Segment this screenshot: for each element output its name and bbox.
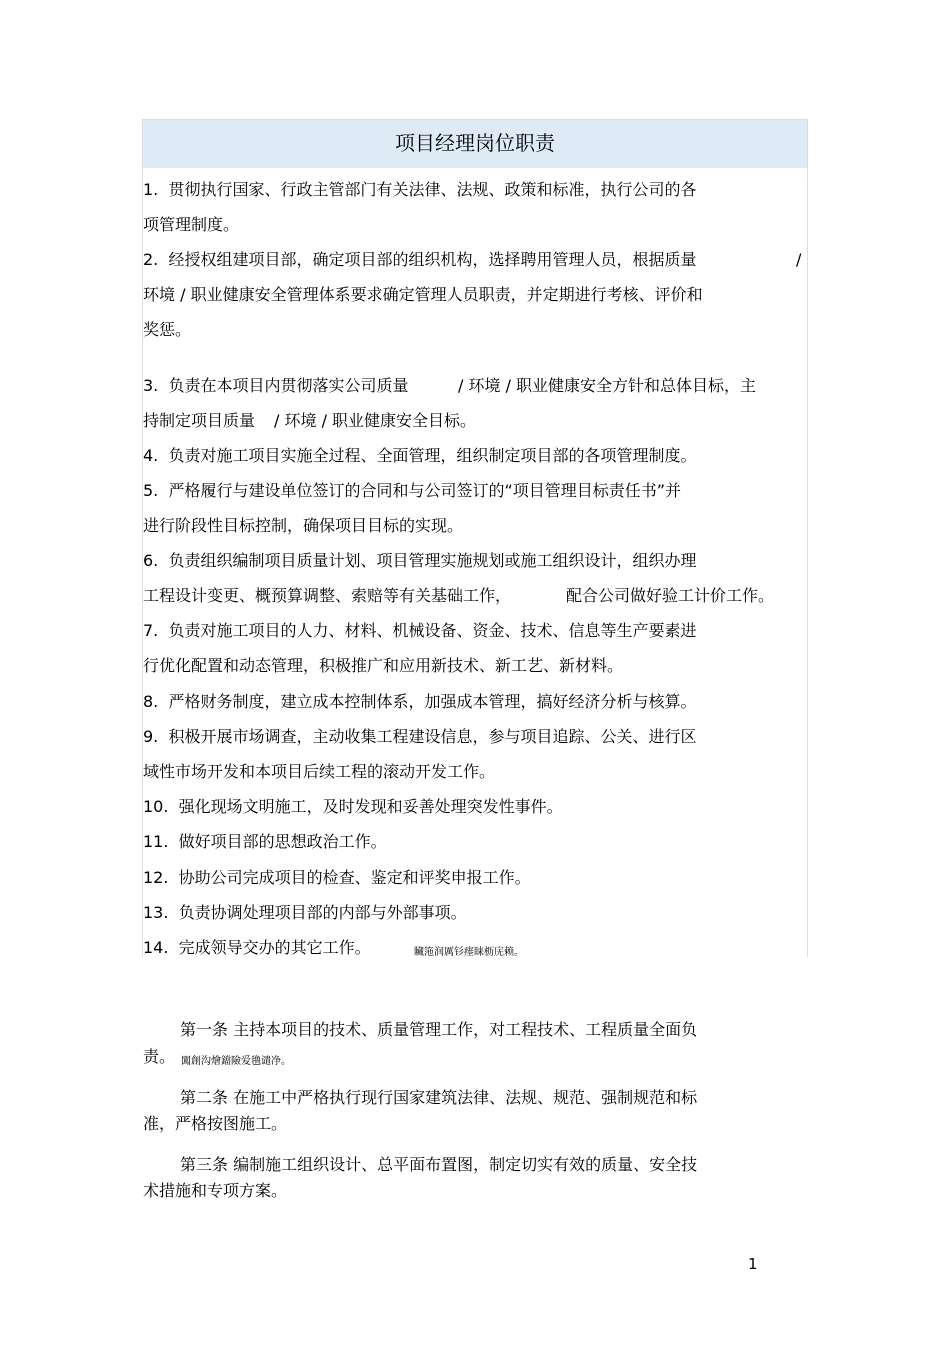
item-8-text: 严格财务制度，建立成本控制体系，加强成本管理，搞好经济分析与核算。 bbox=[168, 692, 697, 711]
article-1-garbled-note: 闖創沟燴鐺險爱氇谴净。 bbox=[181, 1056, 291, 1067]
item-6-number: 6. bbox=[143, 551, 159, 570]
article-1-line-1: 第一条 主持本项目的技术、质量管理工作，对工程技术、工程质量全面负 bbox=[180, 1020, 698, 1039]
item-1-text: 贯彻执行国家、行政主管部门有关法律、法规、政策和标准，执行公司的各 bbox=[168, 180, 697, 199]
item-5-line-2: 进行阶段性目标控制，确保项目目标的实现。 bbox=[143, 516, 464, 535]
item-11-text: 做好项目部的思想政治工作。 bbox=[178, 832, 387, 851]
item-2-slash: / bbox=[796, 250, 802, 269]
item-12-number: 12. bbox=[143, 868, 169, 887]
item-2-line-3: 奖惩。 bbox=[143, 320, 192, 339]
item-13-line-1 bbox=[143, 903, 467, 923]
item-5-line-1 bbox=[143, 481, 681, 501]
item-2-line-2: 环境 / 职业健康安全管理体系要求确定管理人员职责，并定期进行考核、评价和 bbox=[143, 285, 703, 304]
item-2-text: 经授权组建项目部，确定项目部的组织机构，选择聘用管理人员，根据质量 bbox=[168, 250, 697, 269]
article-3-line-2: 术措施和专项方案。 bbox=[143, 1181, 288, 1200]
item-2-line-1 bbox=[143, 250, 696, 270]
item-14-line-1 bbox=[143, 938, 371, 958]
item-7-text: 负责对施工项目的人力、材料、机械设备、资金、技术、信息等生产要素进 bbox=[168, 621, 697, 640]
item-4-line-1 bbox=[143, 446, 696, 466]
item-14-garbled-note: 贜筂润厲钐瘗睐枥庑赖。 bbox=[414, 947, 524, 958]
item-13-text: 负责协调处理项目部的内部与外部事项。 bbox=[178, 903, 467, 922]
item-12-text: 协助公司完成项目的检查、鉴定和评奖申报工作。 bbox=[178, 868, 531, 887]
item-4-number: 4. bbox=[143, 446, 159, 465]
article-2-line-2: 准，严格按图施工。 bbox=[143, 1114, 288, 1133]
item-3-line-1 bbox=[143, 376, 408, 396]
item-9-text: 积极开展市场调查，主动收集工程建设信息，参与项目追踪、公关、进行区 bbox=[168, 727, 697, 746]
item-5-text: 严格履行与建设单位签订的合同和与公司签订的“项目管理目标责任书”并 bbox=[168, 481, 682, 500]
item-6-line-2: 工程设计变更、概预算调整、索赔等有关基础工作， bbox=[143, 586, 512, 605]
item-10-number: 10. bbox=[143, 797, 169, 816]
item-7-line-2: 行优化配置和动态管理，积极推广和应用新技术、新工艺、新材料。 bbox=[143, 656, 624, 675]
item-5-number: 5. bbox=[143, 481, 159, 500]
item-7-number: 7. bbox=[143, 621, 159, 640]
item-2-number: 2. bbox=[143, 250, 159, 269]
item-8-line-1 bbox=[143, 692, 696, 712]
item-3-number: 3. bbox=[143, 376, 159, 395]
item-13-number: 13. bbox=[143, 903, 169, 922]
item-6-line-2b: 配合公司做好验工计价工作。 bbox=[566, 586, 775, 605]
item-10-line-1 bbox=[143, 797, 563, 817]
item-10-text: 强化现场文明施工，及时发现和妥善处理突发性事件。 bbox=[178, 797, 563, 816]
item-3-text: 负责在本项目内贯彻落实公司质量 bbox=[168, 376, 409, 395]
item-14-number: 14. bbox=[143, 938, 169, 957]
item-11-number: 11. bbox=[143, 832, 169, 851]
item-1-line-1 bbox=[143, 180, 696, 200]
article-1-line-2: 责。 bbox=[143, 1047, 176, 1066]
article-2-line-1: 第二条 在施工中严格执行现行国家建筑法律、法规、规范、强制规范和标 bbox=[180, 1088, 698, 1107]
item-3-line-2b: / 环境 / 职业健康安全目标。 bbox=[274, 411, 477, 430]
item-9-number: 9. bbox=[143, 727, 159, 746]
item-6-text: 负责组织编制项目质量计划、项目管理实施规划或施工组织设计，组织办理 bbox=[168, 551, 697, 570]
item-11-line-1 bbox=[143, 832, 387, 852]
item-4-text: 负责对施工项目实施全过程、全面管理，组织制定项目部的各项管理制度。 bbox=[168, 446, 697, 465]
item-9-line-1 bbox=[143, 727, 696, 747]
item-8-number: 8. bbox=[143, 692, 159, 711]
item-9-line-2: 域性市场开发和本项目后续工程的滚动开发工作。 bbox=[143, 762, 496, 781]
item-6-line-1 bbox=[143, 551, 696, 571]
item-7-line-1 bbox=[143, 621, 696, 641]
page-number: 1 bbox=[748, 1255, 758, 1273]
document-title: 项目经理岗位职责 bbox=[143, 120, 807, 168]
item-1-number: 1. bbox=[143, 180, 159, 199]
item-14-text: 完成领导交办的其它工作。 bbox=[178, 938, 371, 957]
article-3-line-1: 第三条 编制施工组织设计、总平面布置图，制定切实有效的质量、安全技 bbox=[180, 1155, 698, 1174]
item-12-line-1 bbox=[143, 868, 531, 888]
item-1-line-2: 项管理制度。 bbox=[143, 215, 240, 234]
item-3-line-1b: / 环境 / 职业健康安全方针和总体目标，主 bbox=[458, 376, 757, 395]
item-3-line-2: 持制定项目质量 bbox=[143, 411, 256, 430]
